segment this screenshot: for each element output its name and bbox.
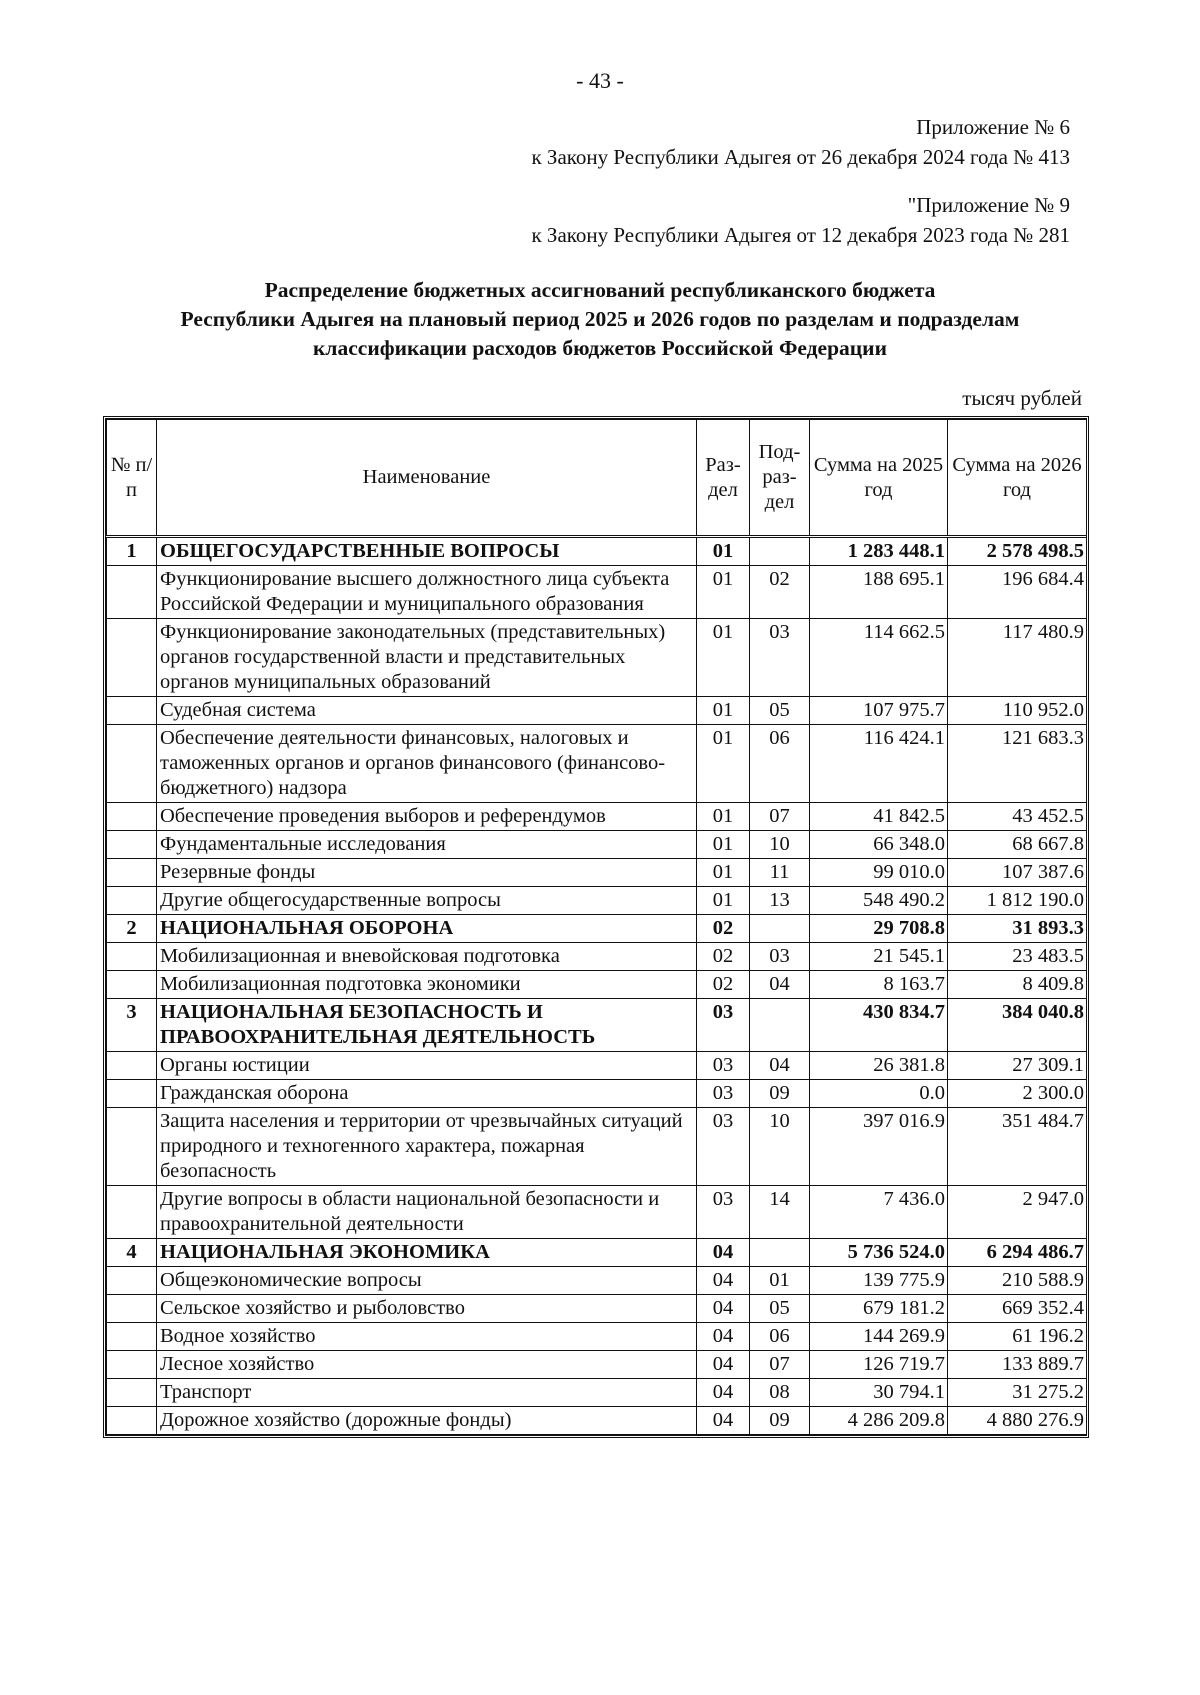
cell-subsection: 06 bbox=[750, 725, 810, 803]
document-title bbox=[100, 276, 1100, 363]
cell-name: Дорожное хозяйство (дорожные фонды) bbox=[157, 1407, 697, 1435]
cell-num bbox=[107, 887, 157, 915]
cell-subsection: 05 bbox=[750, 1295, 810, 1323]
appendix-current-law: к Закону Республики Адыгея от 26 декабря 2024 года № 413 bbox=[531, 145, 1070, 169]
cell-sum-2025: 0.0 bbox=[810, 1080, 948, 1108]
section-row bbox=[107, 537, 1087, 566]
table-row bbox=[107, 1351, 1087, 1379]
table-row bbox=[107, 831, 1087, 859]
cell-section: 03 bbox=[697, 1186, 750, 1239]
cell-name: Мобилизационная и вневойсковая подготовка bbox=[157, 943, 697, 971]
cell-section: 01 bbox=[697, 619, 750, 697]
cell-section: 04 bbox=[697, 1407, 750, 1435]
cell-sum-2026: 2 300.0 bbox=[948, 1080, 1087, 1108]
table-row bbox=[107, 971, 1087, 999]
cell-name: НАЦИОНАЛЬНАЯ ЭКОНОМИКА bbox=[157, 1239, 697, 1267]
cell-subsection: 06 bbox=[750, 1323, 810, 1351]
header-num: № п/п bbox=[107, 420, 157, 537]
cell-name: Водное хозяйство bbox=[157, 1323, 697, 1351]
budget-table bbox=[106, 419, 1087, 1435]
cell-subsection: 09 bbox=[750, 1080, 810, 1108]
cell-sum-2025: 397 016.9 bbox=[810, 1108, 948, 1186]
cell-sum-2025: 41 842.5 bbox=[810, 803, 948, 831]
cell-name: ОБЩЕГОСУДАРСТВЕННЫЕ ВОПРОСЫ bbox=[157, 537, 697, 566]
cell-name: Защита населения и территории от чрезвычайных ситуаций природного и техногенного характера, пожарная безопасность bbox=[157, 1108, 697, 1186]
cell-sum-2026: 133 889.7 bbox=[948, 1351, 1087, 1379]
cell-sum-2026: 110 952.0 bbox=[948, 697, 1087, 725]
title-line-3: классификации расходов бюджетов Российской Федерации bbox=[313, 336, 887, 360]
cell-sum-2025: 21 545.1 bbox=[810, 943, 948, 971]
cell-subsection bbox=[750, 915, 810, 943]
cell-name: НАЦИОНАЛЬНАЯ БЕЗОПАСНОСТЬ И ПРАВООХРАНИТЕЛЬНАЯ ДЕЯТЕЛЬНОСТЬ bbox=[157, 999, 697, 1052]
cell-num bbox=[107, 1379, 157, 1407]
cell-name: Органы юстиции bbox=[157, 1052, 697, 1080]
table-body bbox=[107, 537, 1087, 1435]
cell-sum-2025: 679 181.2 bbox=[810, 1295, 948, 1323]
cell-subsection bbox=[750, 1239, 810, 1267]
header-sum-2026: Сумма на 2026 год bbox=[948, 420, 1087, 537]
table-row bbox=[107, 1267, 1087, 1295]
table-row bbox=[107, 1323, 1087, 1351]
appendix-current bbox=[531, 112, 1070, 172]
cell-sum-2025: 5 736 524.0 bbox=[810, 1239, 948, 1267]
cell-sum-2025: 114 662.5 bbox=[810, 619, 948, 697]
cell-sum-2026: 210 588.9 bbox=[948, 1267, 1087, 1295]
table-row bbox=[107, 1407, 1087, 1435]
cell-subsection bbox=[750, 537, 810, 566]
cell-sum-2026: 8 409.8 bbox=[948, 971, 1087, 999]
cell-subsection: 08 bbox=[750, 1379, 810, 1407]
cell-section: 04 bbox=[697, 1323, 750, 1351]
cell-sum-2026: 27 309.1 bbox=[948, 1052, 1087, 1080]
table-row bbox=[107, 1186, 1087, 1239]
cell-subsection: 10 bbox=[750, 831, 810, 859]
cell-sum-2026: 196 684.4 bbox=[948, 566, 1087, 619]
cell-subsection: 04 bbox=[750, 971, 810, 999]
cell-sum-2025: 116 424.1 bbox=[810, 725, 948, 803]
cell-num bbox=[107, 803, 157, 831]
cell-subsection: 13 bbox=[750, 887, 810, 915]
cell-sum-2025: 7 436.0 bbox=[810, 1186, 948, 1239]
cell-sum-2025: 99 010.0 bbox=[810, 859, 948, 887]
cell-section: 03 bbox=[697, 1108, 750, 1186]
appendix-original-title: "Приложение № 9 bbox=[907, 193, 1070, 217]
cell-section: 03 bbox=[697, 1080, 750, 1108]
cell-sum-2026: 4 880 276.9 bbox=[948, 1407, 1087, 1435]
cell-section: 04 bbox=[697, 1295, 750, 1323]
cell-section: 01 bbox=[697, 566, 750, 619]
cell-subsection: 07 bbox=[750, 1351, 810, 1379]
cell-sum-2025: 66 348.0 bbox=[810, 831, 948, 859]
cell-name: Обеспечение проведения выборов и референдумов bbox=[157, 803, 697, 831]
cell-sum-2025: 1 283 448.1 bbox=[810, 537, 948, 566]
cell-name: Другие общегосударственные вопросы bbox=[157, 887, 697, 915]
cell-name: Мобилизационная подготовка экономики bbox=[157, 971, 697, 999]
cell-name: Фундаментальные исследования bbox=[157, 831, 697, 859]
cell-num bbox=[107, 619, 157, 697]
cell-subsection: 01 bbox=[750, 1267, 810, 1295]
cell-sum-2025: 139 775.9 bbox=[810, 1267, 948, 1295]
cell-num bbox=[107, 1052, 157, 1080]
cell-num bbox=[107, 1080, 157, 1108]
table-row bbox=[107, 1052, 1087, 1080]
section-row bbox=[107, 1239, 1087, 1267]
cell-name: Общеэкономические вопросы bbox=[157, 1267, 697, 1295]
cell-section: 01 bbox=[697, 831, 750, 859]
cell-num bbox=[107, 943, 157, 971]
cell-num bbox=[107, 697, 157, 725]
cell-name: Функционирование законодательных (представительных) органов государственной власти и представительных органов муниципальных образований bbox=[157, 619, 697, 697]
cell-num: 2 bbox=[107, 915, 157, 943]
cell-subsection: 07 bbox=[750, 803, 810, 831]
cell-name: Гражданская оборона bbox=[157, 1080, 697, 1108]
cell-section: 03 bbox=[697, 999, 750, 1052]
cell-num bbox=[107, 1108, 157, 1186]
cell-sum-2025: 548 490.2 bbox=[810, 887, 948, 915]
cell-sum-2026: 43 452.5 bbox=[948, 803, 1087, 831]
cell-subsection: 03 bbox=[750, 619, 810, 697]
appendix-current-title: Приложение № 6 bbox=[916, 115, 1070, 139]
cell-section: 01 bbox=[697, 725, 750, 803]
header-subsection: Под-раз-дел bbox=[750, 420, 810, 537]
cell-sum-2026: 61 196.2 bbox=[948, 1323, 1087, 1351]
cell-sum-2025: 188 695.1 bbox=[810, 566, 948, 619]
table-row bbox=[107, 859, 1087, 887]
cell-subsection bbox=[750, 999, 810, 1052]
table-row bbox=[107, 943, 1087, 971]
cell-section: 01 bbox=[697, 803, 750, 831]
cell-subsection: 10 bbox=[750, 1108, 810, 1186]
table-row bbox=[107, 1379, 1087, 1407]
cell-sum-2026: 669 352.4 bbox=[948, 1295, 1087, 1323]
cell-subsection: 05 bbox=[750, 697, 810, 725]
cell-num bbox=[107, 1267, 157, 1295]
cell-sum-2026: 384 040.8 bbox=[948, 999, 1087, 1052]
cell-sum-2026: 1 812 190.0 bbox=[948, 887, 1087, 915]
header-sum-2025: Сумма на 2025 год bbox=[810, 420, 948, 537]
cell-section: 02 bbox=[697, 943, 750, 971]
title-line-1: Распределение бюджетных ассигнований республиканского бюджета bbox=[264, 278, 936, 302]
cell-subsection: 14 bbox=[750, 1186, 810, 1239]
cell-name: Сельское хозяйство и рыболовство bbox=[157, 1295, 697, 1323]
appendix-original-law: к Закону Республики Адыгея от 12 декабря 2023 года № 281 bbox=[531, 223, 1070, 247]
cell-num: 3 bbox=[107, 999, 157, 1052]
cell-num: 4 bbox=[107, 1239, 157, 1267]
cell-sum-2025: 30 794.1 bbox=[810, 1379, 948, 1407]
cell-section: 04 bbox=[697, 1351, 750, 1379]
cell-num bbox=[107, 1407, 157, 1435]
cell-num bbox=[107, 1186, 157, 1239]
cell-num bbox=[107, 971, 157, 999]
table-header-row bbox=[107, 420, 1087, 537]
cell-num bbox=[107, 831, 157, 859]
cell-subsection: 04 bbox=[750, 1052, 810, 1080]
cell-sum-2025: 29 708.8 bbox=[810, 915, 948, 943]
table-row bbox=[107, 725, 1087, 803]
table-row bbox=[107, 1295, 1087, 1323]
cell-sum-2025: 26 381.8 bbox=[810, 1052, 948, 1080]
appendix-original bbox=[531, 190, 1070, 250]
table-row bbox=[107, 619, 1087, 697]
cell-section: 01 bbox=[697, 887, 750, 915]
table-row bbox=[107, 566, 1087, 619]
cell-sum-2026: 6 294 486.7 bbox=[948, 1239, 1087, 1267]
section-row bbox=[107, 915, 1087, 943]
cell-sum-2026: 31 893.3 bbox=[948, 915, 1087, 943]
cell-sum-2025: 126 719.7 bbox=[810, 1351, 948, 1379]
header-name: Наименование bbox=[157, 420, 697, 537]
cell-subsection: 11 bbox=[750, 859, 810, 887]
cell-name: Судебная система bbox=[157, 697, 697, 725]
header-section: Раз-дел bbox=[697, 420, 750, 537]
cell-name: НАЦИОНАЛЬНАЯ ОБОРОНА bbox=[157, 915, 697, 943]
page-number: - 43 - bbox=[576, 68, 624, 93]
cell-num: 1 bbox=[107, 537, 157, 566]
cell-section: 04 bbox=[697, 1267, 750, 1295]
cell-section: 03 bbox=[697, 1052, 750, 1080]
cell-sum-2025: 4 286 209.8 bbox=[810, 1407, 948, 1435]
units-label: тысяч рублей bbox=[962, 386, 1082, 410]
cell-sum-2026: 68 667.8 bbox=[948, 831, 1087, 859]
cell-section: 02 bbox=[697, 915, 750, 943]
cell-sum-2025: 430 834.7 bbox=[810, 999, 948, 1052]
cell-subsection: 09 bbox=[750, 1407, 810, 1435]
cell-section: 01 bbox=[697, 859, 750, 887]
cell-name: Резервные фонды bbox=[157, 859, 697, 887]
budget-table-frame bbox=[103, 416, 1089, 1438]
cell-section: 04 bbox=[697, 1239, 750, 1267]
table-row bbox=[107, 803, 1087, 831]
table-row bbox=[107, 697, 1087, 725]
cell-section: 02 bbox=[697, 971, 750, 999]
cell-name: Обеспечение деятельности финансовых, налоговых и таможенных органов и органов финансового (финансово-бюджетного) надзора bbox=[157, 725, 697, 803]
cell-section: 01 bbox=[697, 537, 750, 566]
cell-sum-2025: 144 269.9 bbox=[810, 1323, 948, 1351]
cell-subsection: 03 bbox=[750, 943, 810, 971]
table-row bbox=[107, 1080, 1087, 1108]
cell-num bbox=[107, 725, 157, 803]
cell-num bbox=[107, 1351, 157, 1379]
cell-sum-2026: 117 480.9 bbox=[948, 619, 1087, 697]
cell-num bbox=[107, 566, 157, 619]
section-row bbox=[107, 999, 1087, 1052]
cell-sum-2026: 23 483.5 bbox=[948, 943, 1087, 971]
cell-name: Транспорт bbox=[157, 1379, 697, 1407]
cell-section: 01 bbox=[697, 697, 750, 725]
cell-sum-2026: 2 578 498.5 bbox=[948, 537, 1087, 566]
cell-num bbox=[107, 1295, 157, 1323]
cell-sum-2026: 2 947.0 bbox=[948, 1186, 1087, 1239]
cell-section: 04 bbox=[697, 1379, 750, 1407]
cell-name: Другие вопросы в области национальной безопасности и правоохранительной деятельности bbox=[157, 1186, 697, 1239]
cell-name: Функционирование высшего должностного лица субъекта Российской Федерации и муниципального образования bbox=[157, 566, 697, 619]
cell-sum-2026: 121 683.3 bbox=[948, 725, 1087, 803]
cell-sum-2026: 351 484.7 bbox=[948, 1108, 1087, 1186]
table-row bbox=[107, 1108, 1087, 1186]
cell-num bbox=[107, 1323, 157, 1351]
cell-sum-2026: 107 387.6 bbox=[948, 859, 1087, 887]
cell-name: Лесное хозяйство bbox=[157, 1351, 697, 1379]
title-line-2: Республики Адыгея на плановый период 2025 и 2026 годов по разделам и подразделам bbox=[180, 307, 1020, 331]
cell-subsection: 02 bbox=[750, 566, 810, 619]
cell-num bbox=[107, 859, 157, 887]
table-row bbox=[107, 887, 1087, 915]
cell-sum-2026: 31 275.2 bbox=[948, 1379, 1087, 1407]
cell-sum-2025: 8 163.7 bbox=[810, 971, 948, 999]
cell-sum-2025: 107 975.7 bbox=[810, 697, 948, 725]
